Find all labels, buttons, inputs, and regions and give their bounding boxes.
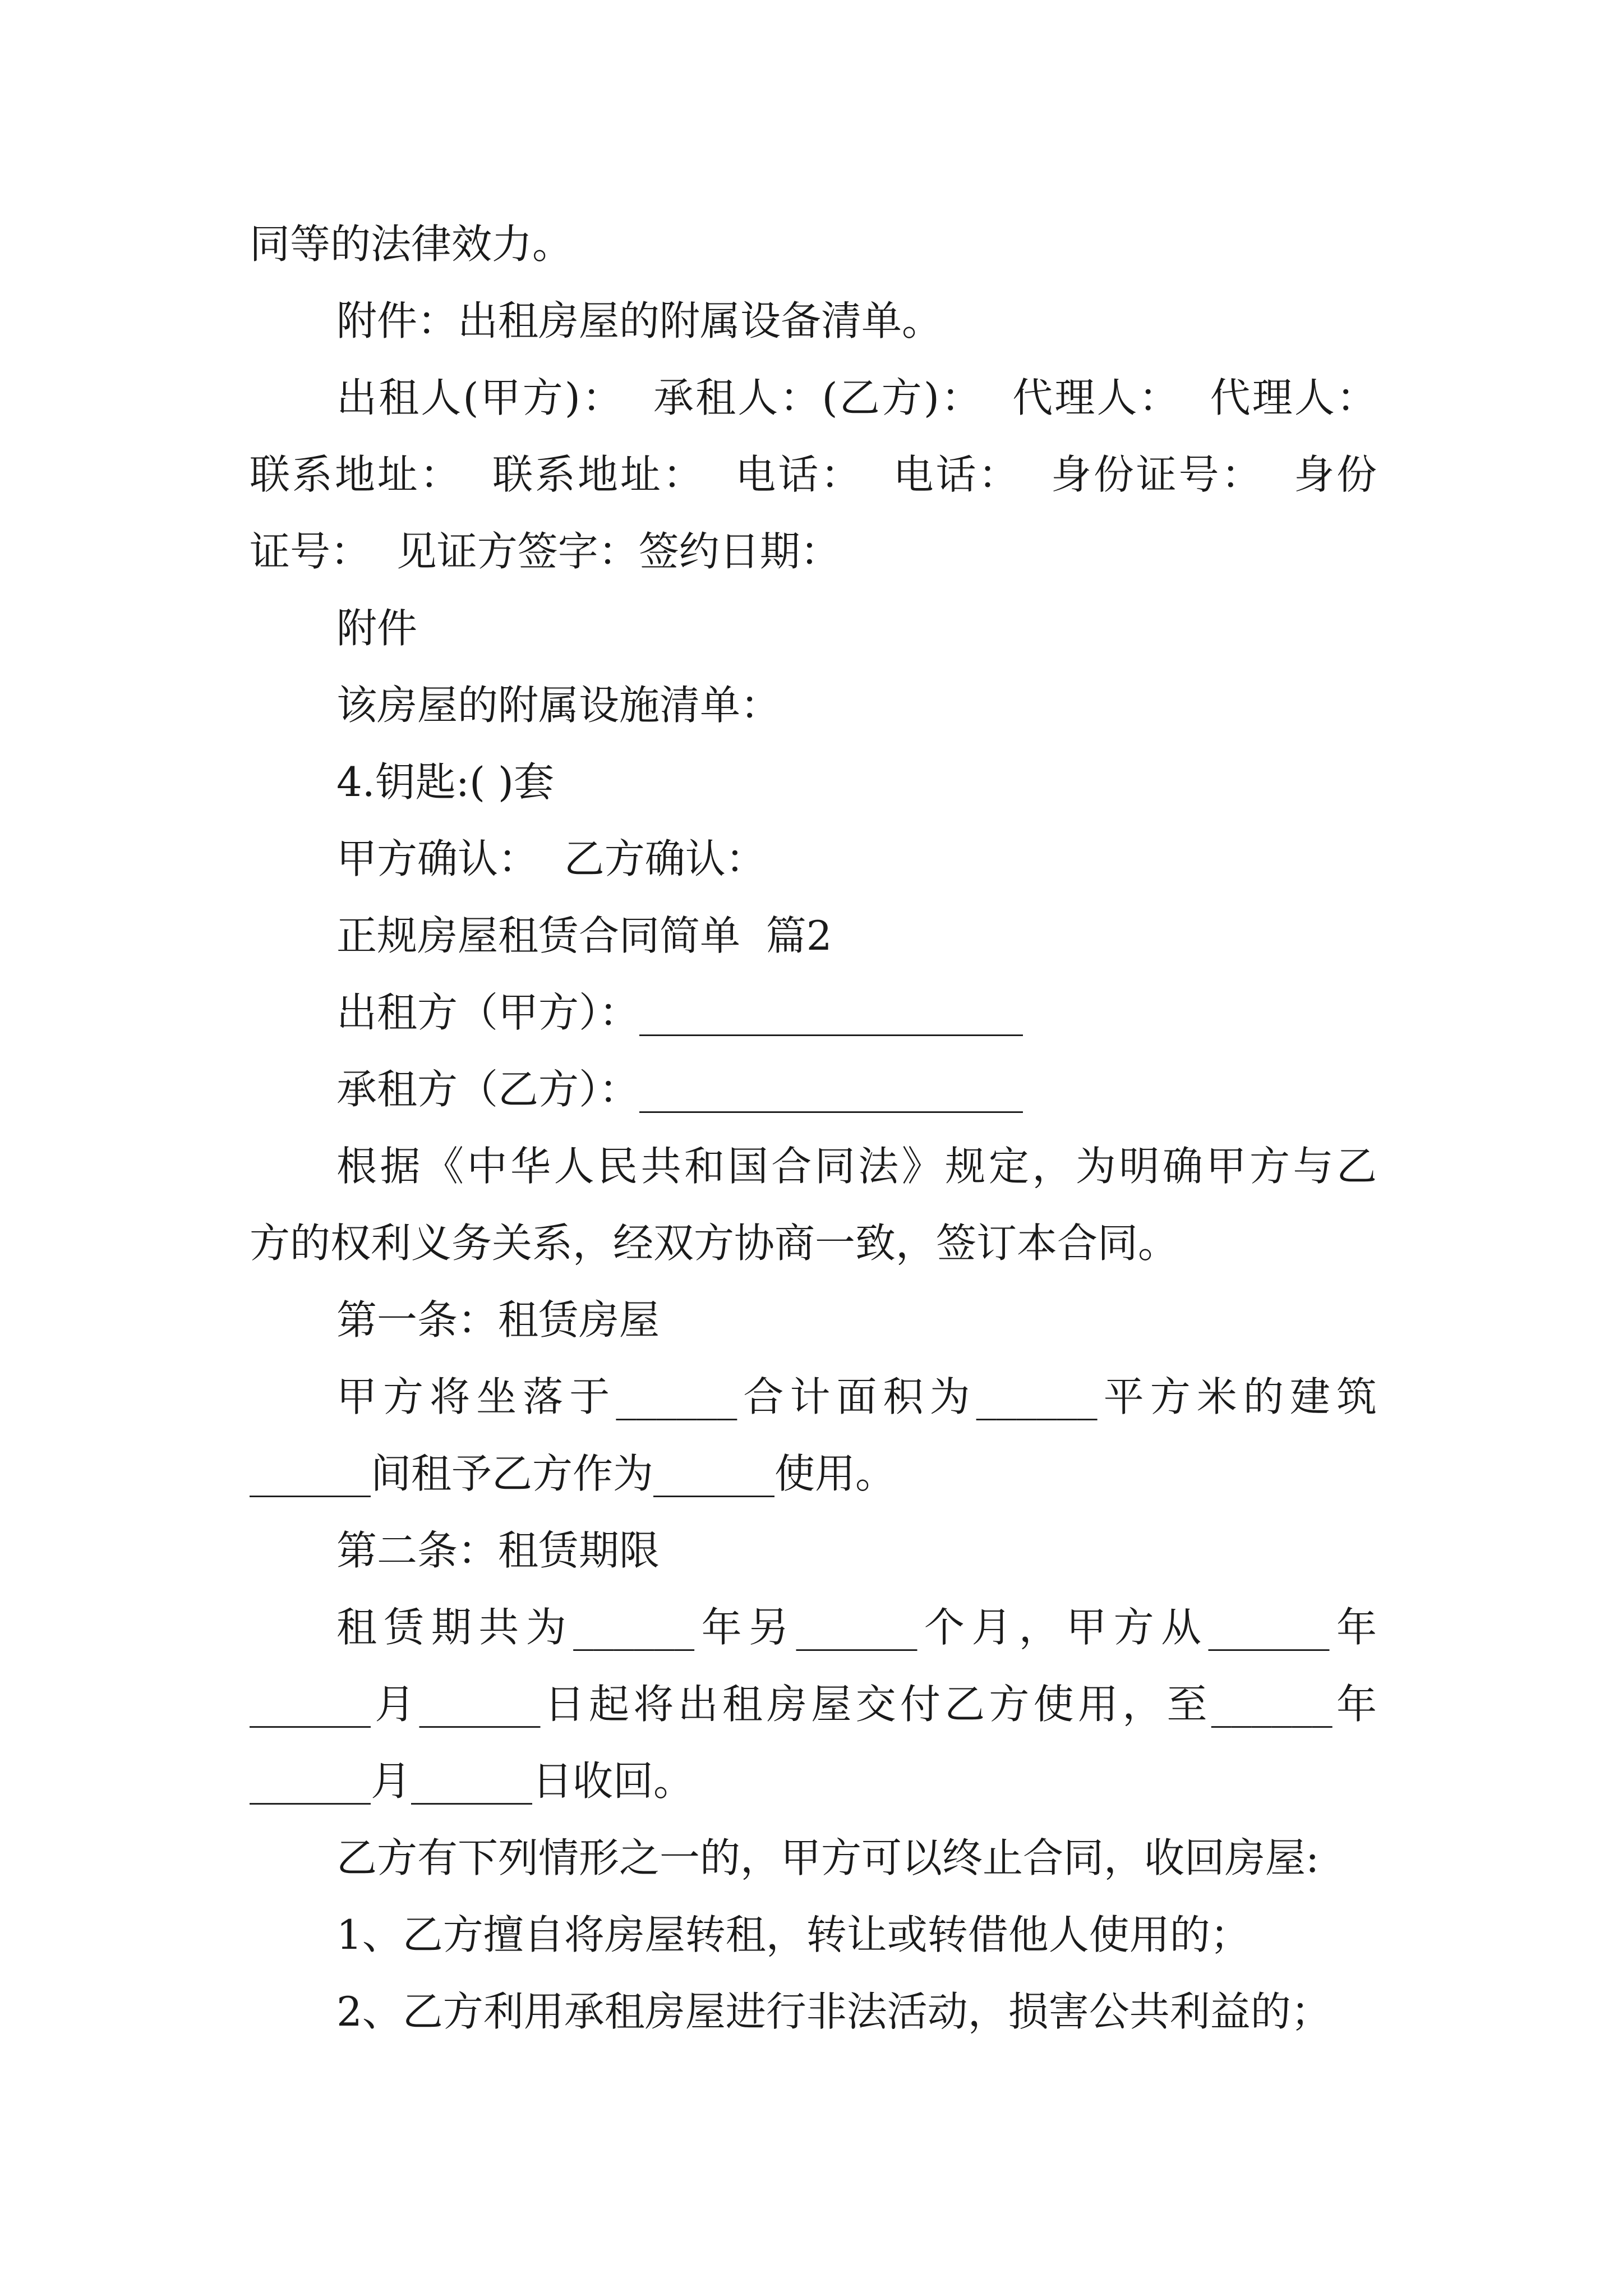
section-heading: 附件 xyxy=(336,605,418,652)
text-line: 2、乙方利用承租房屋进行非法活动，损害公共利益的； xyxy=(336,1988,1331,2035)
text-line: ______月______日收回。 xyxy=(250,1757,694,1805)
text-line: 乙方有下列情形之一的，甲方可以终止合同，收回房屋: xyxy=(336,1834,1320,1881)
text-line: 1、乙方擅自将房屋转租，转让或转借他人使用的； xyxy=(336,1911,1251,1958)
document-title: 正规房屋租赁合同简单 篇2 xyxy=(336,912,832,959)
text-line: 租赁期共为______年另______个月，甲方从______年 xyxy=(336,1604,1377,1651)
article-heading: 第二条：租赁期限 xyxy=(336,1527,660,1574)
text-line: 4.钥匙:( )套 xyxy=(336,758,555,806)
text-line: 同等的法律效力。 xyxy=(250,220,573,268)
text-line: 甲方确认： 乙方确认： xyxy=(336,835,766,882)
text-line: 证号： 见证方签字：签约日期： xyxy=(250,528,841,575)
text-line: ______间租予乙方作为______使用。 xyxy=(250,1450,896,1497)
article-heading: 第一条：租赁房屋 xyxy=(336,1296,660,1343)
text-line: 该房屋的附属设施清单： xyxy=(336,682,781,729)
text-line: ______月______日起将出租房屋交付乙方使用，至______年 xyxy=(250,1681,1377,1728)
text-line: 甲方将坐落于______合计面积为______平方米的建筑 xyxy=(336,1373,1377,1420)
lessor-field: 出租方（甲方）：___________________ xyxy=(336,989,1023,1036)
text-line: 联系地址： 联系地址： 电话： 电话： 身份证号： 身份 xyxy=(250,451,1377,498)
text-line: 出租人(甲方)： 承租人：(乙方)： 代理人： 代理人： xyxy=(336,374,1377,421)
text-line: 根据《中华人民共和国合同法》规定，为明确甲方与乙 xyxy=(336,1143,1377,1190)
text-line: 方的权利义务关系，经双方协商一致，签订本合同。 xyxy=(250,1220,1179,1267)
text-line: 附件：出租房屋的附属设备清单。 xyxy=(336,297,943,344)
lessee-field: 承租方（乙方）：___________________ xyxy=(336,1066,1023,1113)
